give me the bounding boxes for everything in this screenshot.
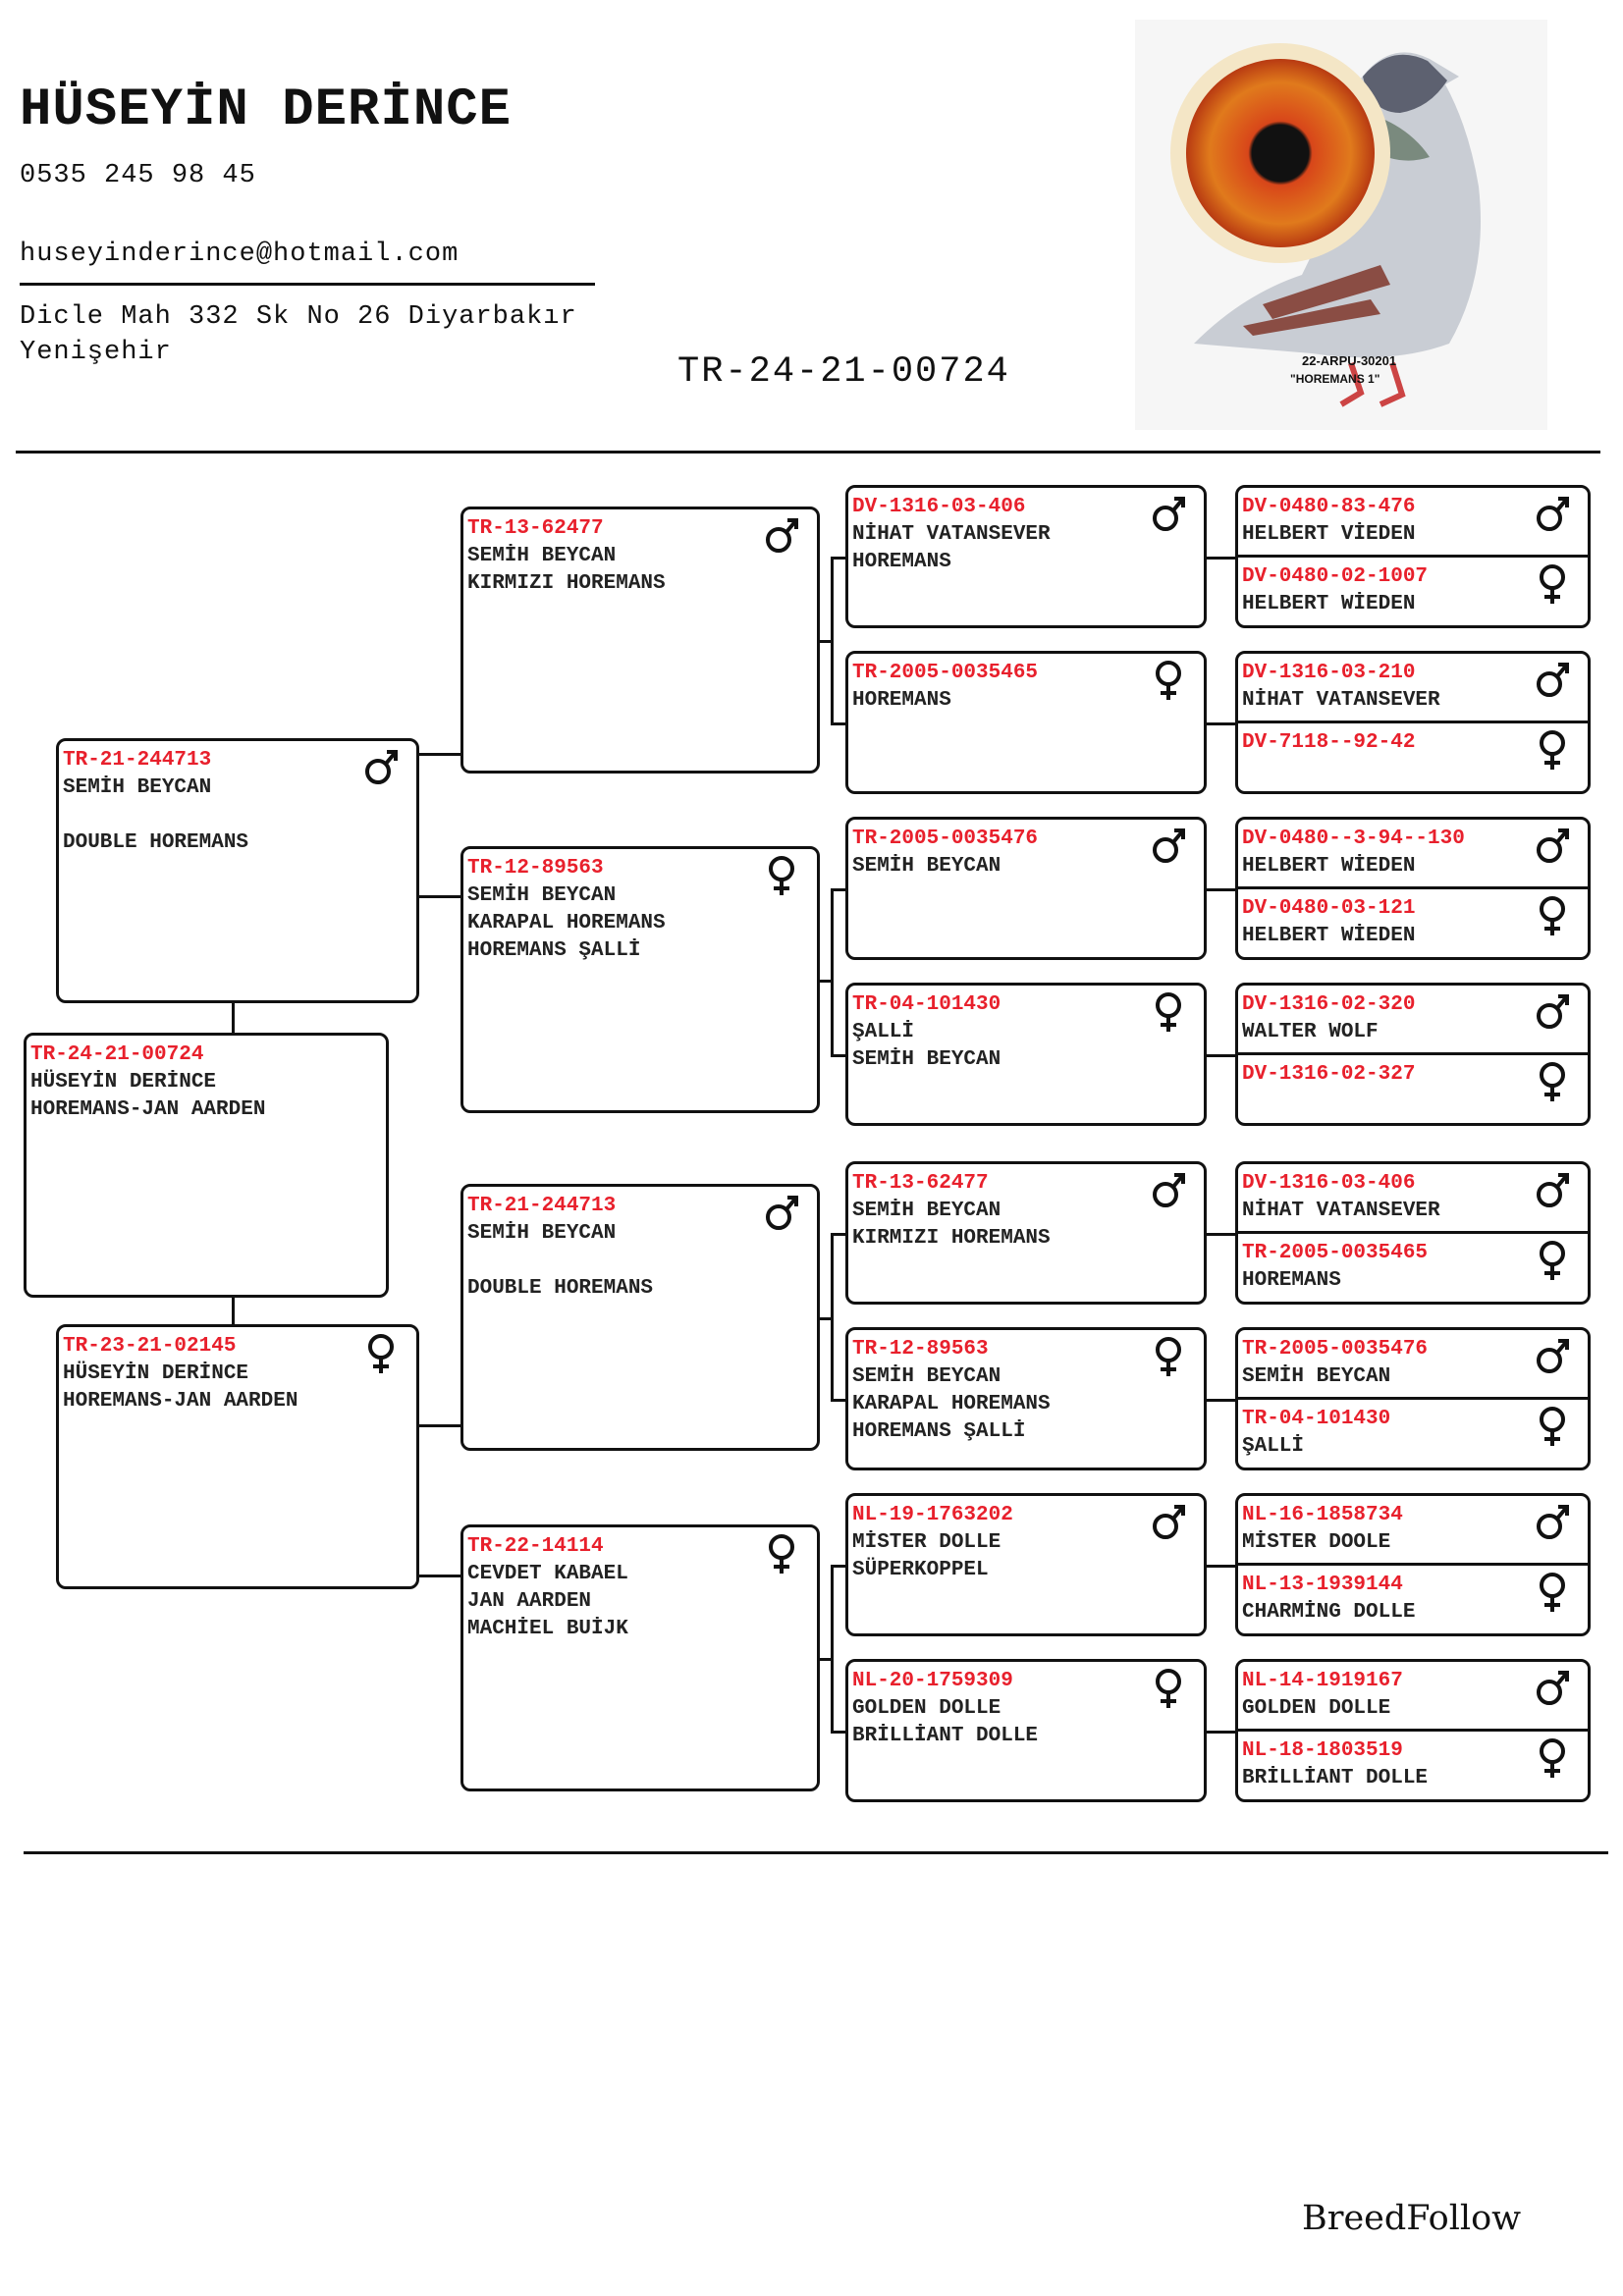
bird-info-line: BRİLLİANT DOLLE	[852, 1725, 1039, 1747]
connector-line	[1207, 1731, 1235, 1734]
bird-info-line: SEMİH BEYCAN	[63, 776, 212, 799]
bird-info-line: KARAPAL HOREMANS	[467, 912, 666, 934]
bird-name: CHARMİNG DOLLE	[1242, 1601, 1416, 1624]
footer-divider	[24, 1851, 1608, 1854]
bird-info-line: DOUBLE HOREMANS	[63, 831, 249, 854]
female-ancestor	[1242, 1737, 1588, 1792]
bird-info-line: MİSTER DOLLE	[852, 1531, 1001, 1554]
female-symbol-icon	[764, 1533, 799, 1575]
male-symbol-icon	[1151, 1170, 1186, 1211]
great-great-grandparents-pair-box	[1235, 1659, 1591, 1802]
male-symbol-icon	[1535, 660, 1570, 701]
connector-line	[1207, 888, 1235, 891]
ring-number: TR-13-62477	[467, 517, 604, 540]
sire-box	[56, 738, 419, 1003]
ring-number: NL-18-1803519	[1242, 1739, 1403, 1762]
male-symbol-icon	[764, 1193, 799, 1234]
ring-number: TR-21-244713	[63, 749, 212, 772]
pair-divider	[1238, 1397, 1588, 1400]
ring-number: TR-2005-0035465	[1242, 1242, 1429, 1264]
great-grandparent-box	[845, 817, 1207, 960]
ring-number: NL-13-1939144	[1242, 1574, 1403, 1596]
ring-number: DV-1316-03-406	[852, 496, 1026, 518]
female-ancestor	[1242, 1240, 1588, 1295]
pair-divider	[1238, 555, 1588, 558]
female-ancestor	[1242, 895, 1588, 950]
bird-info-line: HOREMANS-JAN AARDEN	[63, 1390, 298, 1413]
ring-number: DV-1316-03-210	[1242, 662, 1416, 684]
male-symbol-icon	[1151, 1502, 1186, 1543]
grandparent-box	[460, 1184, 820, 1451]
great-grandparent-box	[845, 1493, 1207, 1636]
male-symbol-icon	[1535, 1336, 1570, 1377]
ring-number: NL-19-1763202	[852, 1504, 1013, 1526]
ring-number: DV-0480--3-94--130	[1242, 828, 1465, 850]
connector-line	[1207, 557, 1235, 560]
ring-number: TR-04-101430	[1242, 1408, 1391, 1430]
bird-info-line	[63, 802, 416, 829]
ring-number: TR-12-89563	[467, 857, 604, 880]
bird-info-line: HOREMANS	[852, 551, 951, 573]
ring-number: TR-24-21-00724	[30, 1043, 204, 1066]
bird-name: GOLDEN DOLLE	[1242, 1697, 1391, 1720]
bird-info-line: SEMİH BEYCAN	[467, 1222, 617, 1245]
pair-divider	[1238, 886, 1588, 889]
connector-line	[1207, 1565, 1235, 1568]
ring-number: TR-2005-0035476	[852, 828, 1039, 850]
connector-line	[1207, 1399, 1235, 1402]
male-ancestor	[1242, 1336, 1588, 1391]
bird-name: HELBERT VİEDEN	[1242, 523, 1416, 546]
female-symbol-icon	[1151, 991, 1186, 1033]
male-ancestor	[1242, 826, 1588, 881]
female-symbol-icon	[1151, 1336, 1186, 1377]
great-grandparent-box	[845, 1659, 1207, 1802]
owner-address-line2: Yenişehir	[20, 338, 172, 367]
great-great-grandparents-pair-box	[1235, 1327, 1591, 1470]
connector-line	[831, 888, 834, 1057]
connector-line	[831, 1233, 845, 1236]
female-ancestor	[1242, 729, 1588, 757]
female-symbol-icon	[363, 1333, 399, 1374]
connector-line	[831, 1399, 845, 1402]
bird-info-line: DOUBLE HOREMANS	[467, 1277, 654, 1300]
male-ancestor	[1242, 1668, 1588, 1723]
female-symbol-icon	[764, 855, 799, 896]
ring-number: DV-1316-02-327	[1242, 1063, 1416, 1086]
brand-logo: BreedFollow	[1302, 2199, 1522, 2238]
pigeon-eye-icon	[1186, 59, 1375, 247]
male-symbol-icon	[1535, 991, 1570, 1033]
bird-info-line: KIRMIZI HOREMANS	[467, 572, 666, 595]
title-ring-number: TR-24-21-00724	[677, 351, 1010, 393]
great-great-grandparents-pair-box	[1235, 817, 1591, 960]
connector-line	[831, 1565, 845, 1568]
connector-line	[831, 888, 845, 891]
male-symbol-icon	[1535, 1170, 1570, 1211]
bird-name: ŞALLİ	[1242, 1435, 1305, 1458]
connector-line	[831, 1565, 834, 1734]
bird-info-line: HOREMANS ŞALLİ	[467, 939, 641, 962]
ring-number: DV-0480-83-476	[1242, 496, 1416, 518]
male-ancestor	[1242, 494, 1588, 549]
bird-info-line: HOREMANS	[852, 689, 951, 712]
ring-number: NL-20-1759309	[852, 1670, 1013, 1692]
ring-number: TR-21-244713	[467, 1195, 617, 1217]
pair-divider	[1238, 1729, 1588, 1732]
great-great-grandparents-pair-box	[1235, 983, 1591, 1126]
female-symbol-icon	[1535, 1572, 1570, 1613]
great-great-grandparents-pair-box	[1235, 651, 1591, 794]
connector-line	[1207, 722, 1235, 725]
ring-number: DV-0480-03-121	[1242, 897, 1416, 920]
great-grandparent-box	[845, 651, 1207, 794]
bird-name: HELBERT WİEDEN	[1242, 925, 1416, 947]
ring-number: TR-23-21-02145	[63, 1335, 237, 1358]
bird-info-line: SEMİH BEYCAN	[467, 884, 617, 907]
dam-box	[56, 1324, 419, 1589]
owner-name: HÜSEYİN DERİNCE	[20, 80, 513, 140]
ring-number: TR-12-89563	[852, 1338, 989, 1361]
female-symbol-icon	[1535, 895, 1570, 936]
bird-name: SEMİH BEYCAN	[1242, 1365, 1391, 1388]
great-grandparent-box	[845, 485, 1207, 628]
pair-divider	[1238, 1231, 1588, 1234]
male-symbol-icon	[1151, 494, 1186, 535]
great-grandparent-box	[845, 1327, 1207, 1470]
connector-line	[831, 557, 834, 725]
ring-number: TR-2005-0035465	[852, 662, 1039, 684]
owner-address-line1: Dicle Mah 332 Sk No 26 Diyarbakır	[20, 302, 577, 332]
great-great-grandparents-pair-box	[1235, 485, 1591, 628]
ring-number: TR-04-101430	[852, 993, 1001, 1016]
owner-email: huseyinderince@hotmail.com	[20, 240, 460, 269]
photo-name-caption: "HOREMANS 1"	[1290, 372, 1380, 386]
female-symbol-icon	[1535, 1406, 1570, 1447]
pair-divider	[1238, 1052, 1588, 1055]
female-symbol-icon	[1151, 1668, 1186, 1709]
male-symbol-icon	[1535, 494, 1570, 535]
female-symbol-icon	[1535, 1737, 1570, 1779]
owner-phone: 0535 245 98 45	[20, 161, 256, 190]
female-symbol-icon	[1535, 729, 1570, 771]
ring-number: TR-22-14114	[467, 1535, 604, 1558]
bird-info-line: HÜSEYİN DERİNCE	[63, 1362, 249, 1385]
bird-name: HELBERT WİEDEN	[1242, 855, 1416, 878]
female-ancestor	[1242, 1572, 1588, 1627]
great-great-grandparents-pair-box	[1235, 1493, 1591, 1636]
pair-divider	[1238, 1563, 1588, 1566]
male-symbol-icon	[1151, 826, 1186, 867]
grandparent-box	[460, 507, 820, 774]
female-symbol-icon	[1535, 563, 1570, 605]
bird-info-line: SEMİH BEYCAN	[467, 545, 617, 567]
great-great-grandparents-pair-box	[1235, 1161, 1591, 1305]
bird-info-line: SEMİH BEYCAN	[852, 1200, 1001, 1222]
connector-line	[232, 1298, 235, 1324]
connector-line	[419, 895, 460, 898]
bird-name: NİHAT VATANSEVER	[1242, 1200, 1440, 1222]
bird-info-line: HOREMANS-JAN AARDEN	[30, 1098, 266, 1121]
bird-name: HELBERT WİEDEN	[1242, 593, 1416, 615]
ring-number: TR-13-62477	[852, 1172, 989, 1195]
bird-info-line: SEMİH BEYCAN	[852, 855, 1001, 878]
connector-line	[1207, 1054, 1235, 1057]
male-symbol-icon	[363, 747, 399, 788]
bird-name: BRİLLİANT DOLLE	[1242, 1767, 1429, 1789]
bird-info-line: CEVDET KABAEL	[467, 1563, 628, 1585]
bird-info-line	[467, 1248, 817, 1275]
bird-info-line: SEMİH BEYCAN	[852, 1365, 1001, 1388]
connector-line	[831, 1054, 845, 1057]
bird-name: NİHAT VATANSEVER	[1242, 689, 1440, 712]
email-underline	[20, 283, 595, 286]
connector-line	[831, 1731, 845, 1734]
pair-divider	[1238, 721, 1588, 723]
ring-number: DV-7118--92-42	[1242, 731, 1416, 754]
male-symbol-icon	[1535, 1668, 1570, 1709]
male-ancestor	[1242, 1170, 1588, 1225]
male-ancestor	[1242, 991, 1588, 1046]
connector-line	[419, 1575, 460, 1577]
header-divider	[16, 451, 1600, 454]
bird-info-line: ŞALLİ	[852, 1021, 915, 1043]
bird-name: WALTER WOLF	[1242, 1021, 1379, 1043]
male-symbol-icon	[764, 515, 799, 557]
female-ancestor	[1242, 1061, 1588, 1089]
female-symbol-icon	[1535, 1061, 1570, 1102]
pigeon-photo	[1135, 20, 1547, 430]
ring-number: DV-0480-02-1007	[1242, 565, 1429, 588]
bird-name: MİSTER DOOLE	[1242, 1531, 1391, 1554]
grandparent-box	[460, 846, 820, 1113]
female-ancestor	[1242, 1406, 1588, 1461]
ring-number: DV-1316-02-320	[1242, 993, 1416, 1016]
connector-line	[1207, 1233, 1235, 1236]
bird-info-line: HÜSEYİN DERİNCE	[30, 1071, 217, 1094]
connector-line	[831, 1233, 834, 1402]
male-symbol-icon	[1535, 826, 1570, 867]
bird-info-line: KARAPAL HOREMANS	[852, 1393, 1051, 1415]
great-grandparent-box	[845, 983, 1207, 1126]
connector-line	[831, 557, 845, 560]
bird-info-line: SÜPERKOPPEL	[852, 1559, 989, 1581]
male-ancestor	[1242, 1502, 1588, 1557]
bird-info-line: JAN AARDEN	[467, 1590, 592, 1613]
connector-line	[419, 753, 460, 756]
bird-info-line: HOREMANS ŞALLİ	[852, 1420, 1026, 1443]
bird-info-line: MACHİEL BUİJK	[467, 1618, 628, 1640]
bird-info-line: NİHAT VATANSEVER	[852, 523, 1051, 546]
bird-name: HOREMANS	[1242, 1269, 1341, 1292]
bird-info-line: SEMİH BEYCAN	[852, 1048, 1001, 1071]
subject-bird-box	[24, 1033, 389, 1298]
female-symbol-icon	[1535, 1240, 1570, 1281]
bird-info-line: GOLDEN DOLLE	[852, 1697, 1001, 1720]
connector-line	[419, 1424, 460, 1427]
connector-line	[232, 1003, 235, 1033]
female-ancestor	[1242, 563, 1588, 618]
ring-number: NL-16-1858734	[1242, 1504, 1403, 1526]
ring-number: DV-1316-03-406	[1242, 1172, 1416, 1195]
ring-number: TR-2005-0035476	[1242, 1338, 1429, 1361]
photo-ring-caption: 22-ARPU-30201	[1302, 353, 1397, 368]
female-symbol-icon	[1151, 660, 1186, 701]
male-symbol-icon	[1535, 1502, 1570, 1543]
connector-line	[831, 722, 845, 725]
great-grandparent-box	[845, 1161, 1207, 1305]
ring-number: NL-14-1919167	[1242, 1670, 1403, 1692]
grandparent-box	[460, 1524, 820, 1791]
male-ancestor	[1242, 660, 1588, 715]
bird-info-line: KIRMIZI HOREMANS	[852, 1227, 1051, 1250]
